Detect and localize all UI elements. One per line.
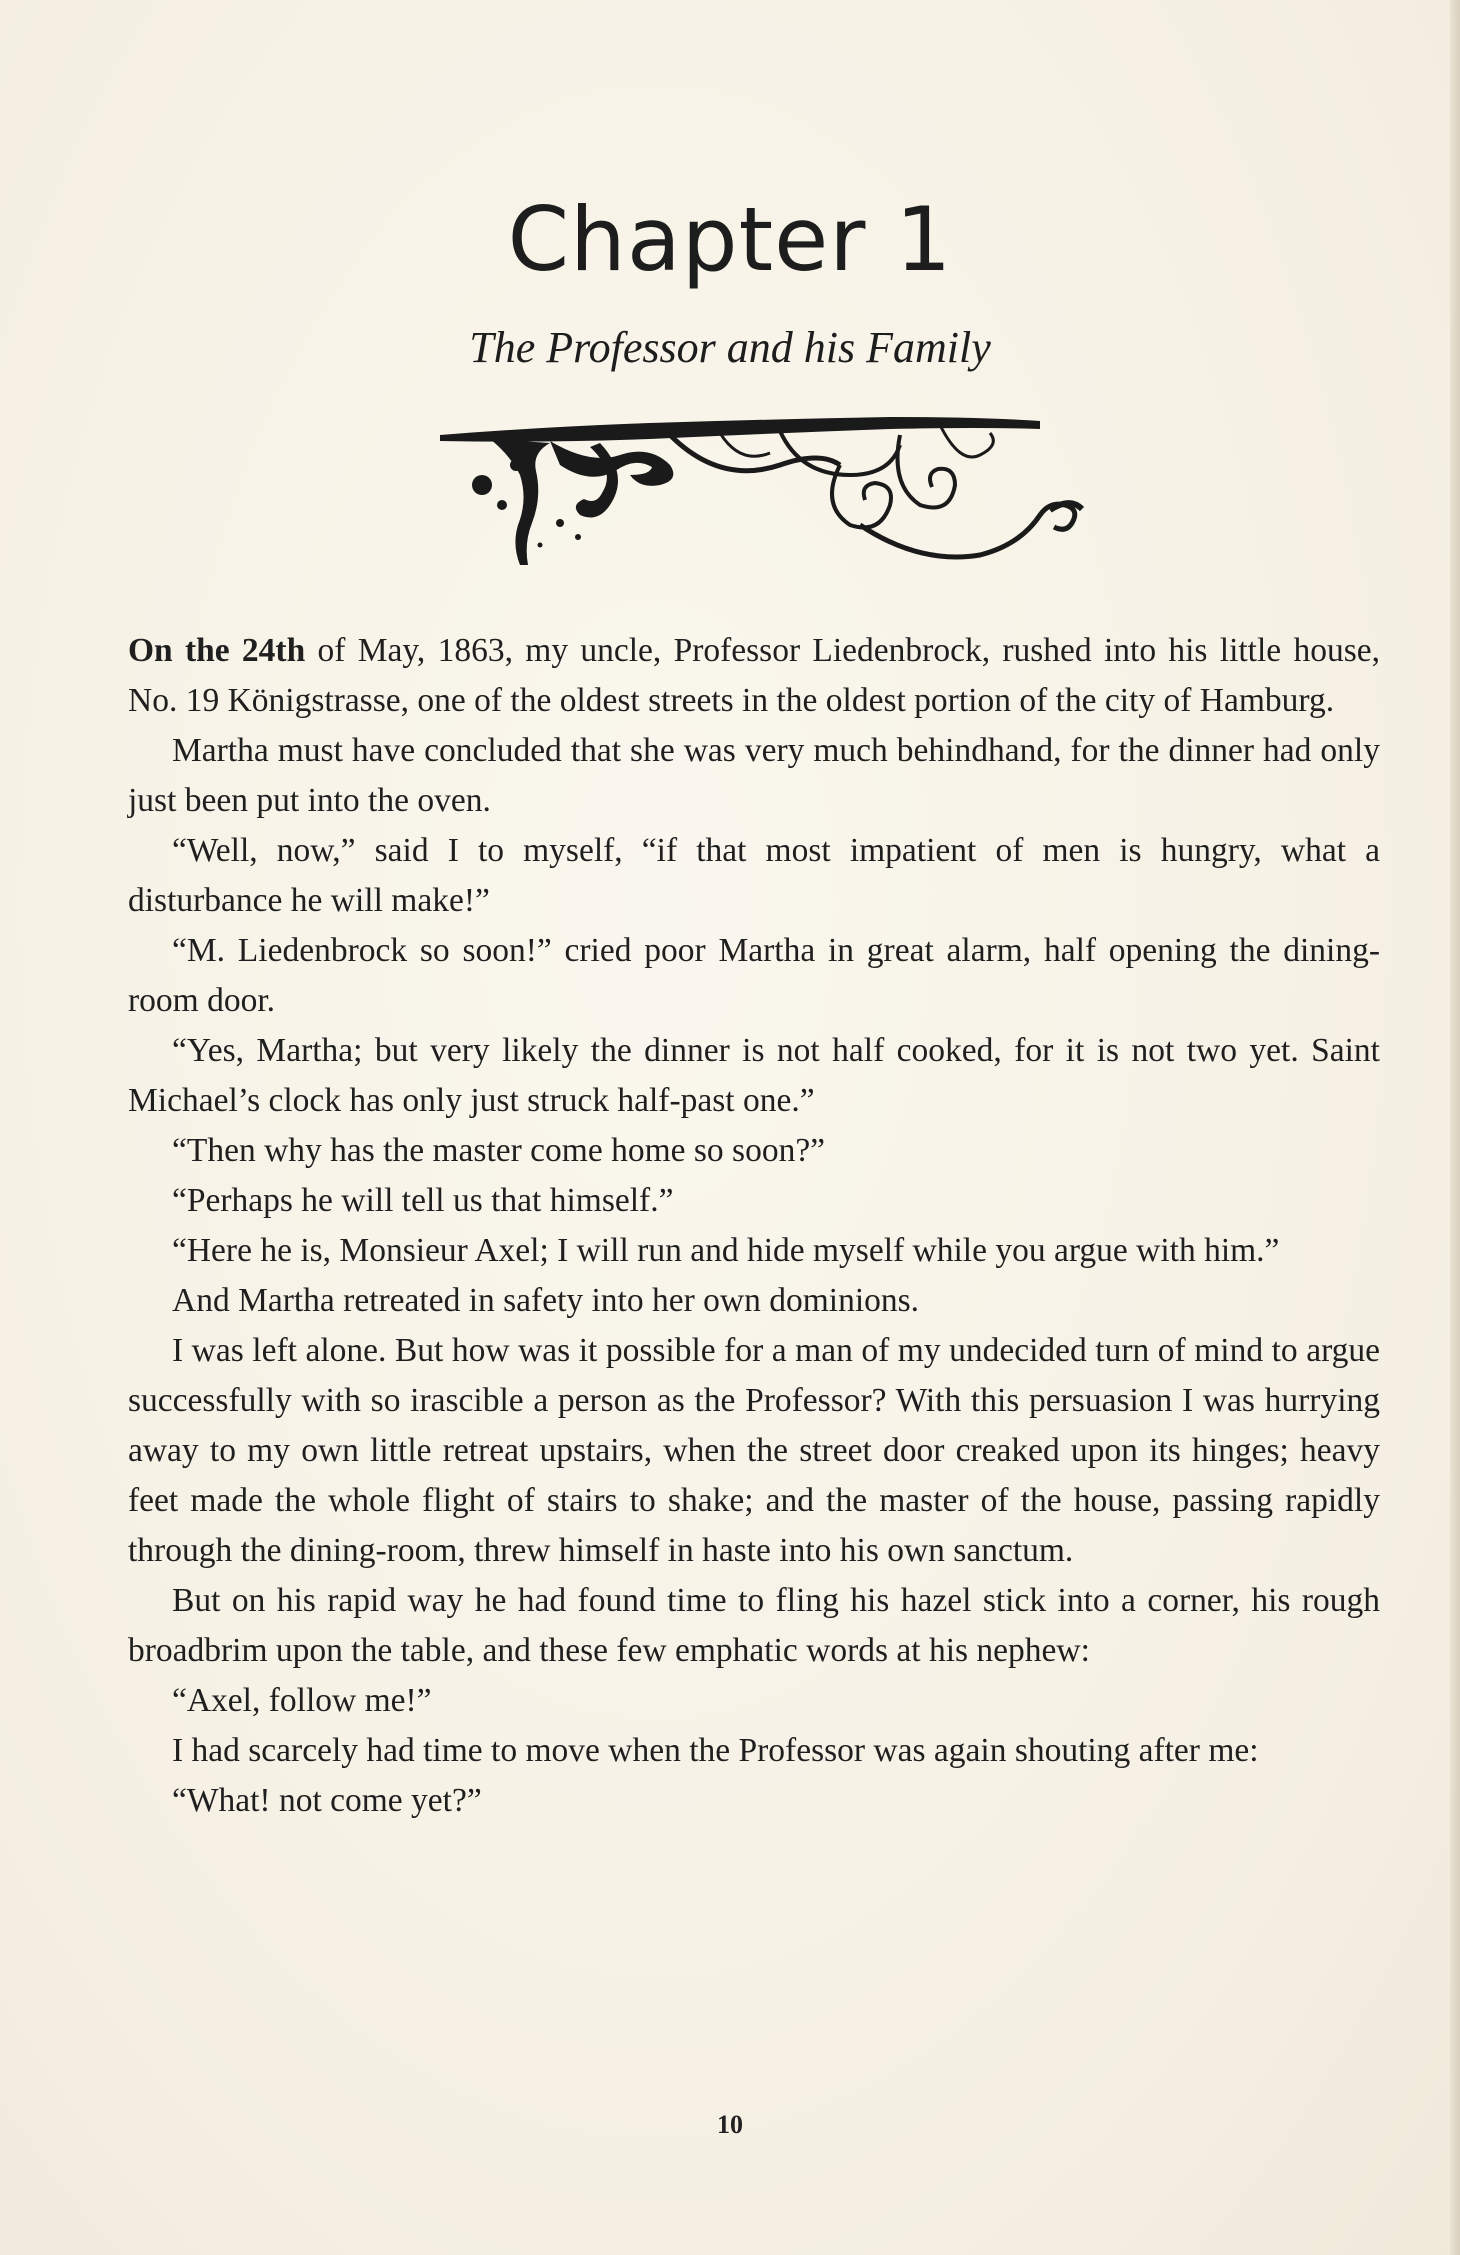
- paragraph: “Perhaps he will tell us that himself.”: [172, 1182, 674, 1219]
- paragraph: “Axel, follow me!”: [172, 1682, 432, 1719]
- paragraph: “Well, now,” said I to myself, “if that most impatient of men is hungry, what a disturbance he will make!”: [128, 832, 1380, 919]
- page-number: 10: [717, 2110, 743, 2139]
- paragraph: I had scarcely had time to move when the Professor was again shouting after me:: [172, 1732, 1259, 1769]
- paragraph: “Here he is, Monsieur Axel; I will run and hide myself while you argue with him.”: [172, 1232, 1280, 1269]
- paragraph: “Yes, Martha; but very likely the dinner is not half cooked, for it is not two yet. Saint Michael’s clock has only just struck half-past one.”: [128, 1032, 1380, 1119]
- paragraph: “Then why has the master come home so soon?”: [172, 1132, 826, 1169]
- paragraph: “What! not come yet?”: [172, 1782, 482, 1819]
- paragraph-text: of May, 1863, my uncle, Professor Liedenbrock, rushed into his little house, No. 19 Königstrasse, one of the oldest streets in the oldest portion of the city of Hamburg.: [128, 632, 1380, 719]
- paragraph: I was left alone. But how was it possible for a man of my undecided turn of mind to argue successfully with so irascible a person as the Professor? With this persuasion I was hurrying away to my own little retreat upstairs, when the street door creaked upon its hinges; heavy feet made the whole flight of stairs to shake; and the master of the house, passing rapidly through the dining-room, threw himself in haste into his own sanctum.: [128, 1332, 1380, 1569]
- chapter-title: Chapter 1: [507, 188, 953, 291]
- chapter-body: [128, 626, 1380, 1826]
- decorative-swirl-ornament-icon: [420, 405, 1110, 580]
- paragraph: Martha must have concluded that she was very much behindhand, for the dinner had only just been put into the oven.: [128, 732, 1380, 819]
- paragraph: And Martha retreated in safety into her own dominions.: [172, 1282, 920, 1319]
- chapter-subtitle: The Professor and his Family: [469, 323, 991, 372]
- paragraph: But on his rapid way he had found time to fling his hazel stick into a corner, his rough broadbrim upon the table, and these few emphatic words at his nephew:: [128, 1582, 1380, 1669]
- paragraph: “M. Liedenbrock so soon!” cried poor Martha in great alarm, half opening the dining-room door.: [128, 932, 1380, 1019]
- paragraph: [128, 626, 1380, 726]
- lead-in: On the 24th: [128, 632, 306, 669]
